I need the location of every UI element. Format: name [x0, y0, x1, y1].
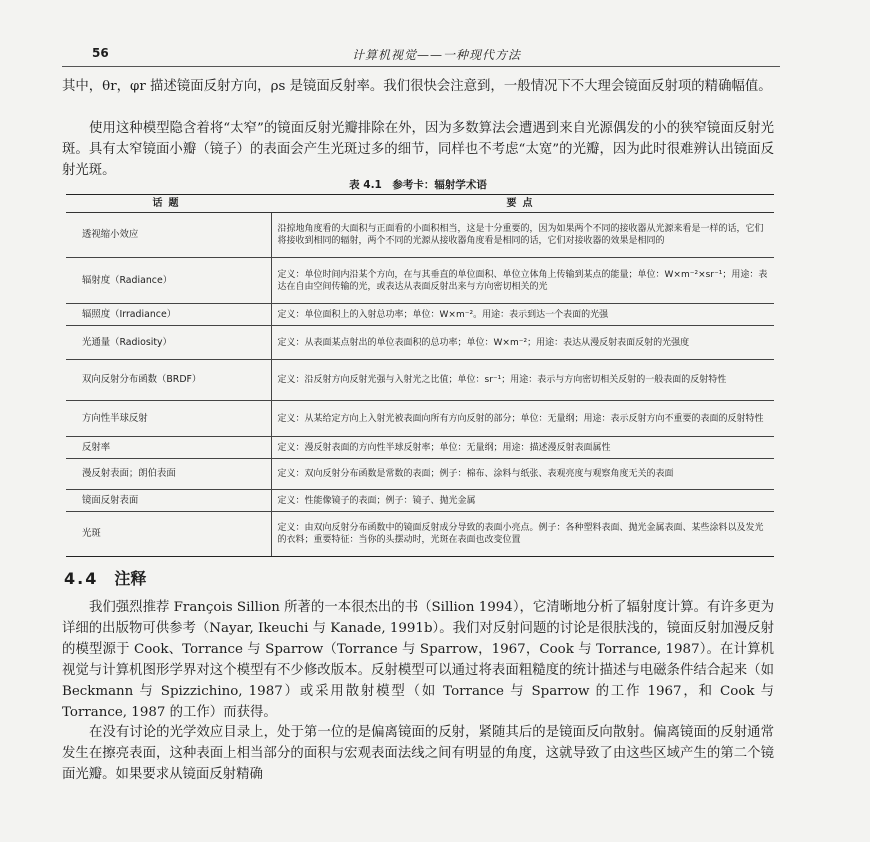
table-cell-points: 定义：单位面积上的入射总功率；单位：W×m⁻²。用途：表示到达一个表面的光强: [271, 304, 774, 326]
table-row: [66, 304, 774, 326]
table-header-points: 要点: [271, 195, 774, 213]
table-cell-topic: 辐射度（Radiance）: [66, 258, 271, 304]
table-cell-points: 定义：单位时间内沿某个方向，在与其垂直的单位面积、单位立体角上传输到某点的能量；单位：W×m⁻²×sr⁻¹；用途：表达在自由空间传输的光，或表达从表面反射出来与方向密切相关的光: [271, 258, 774, 304]
table-cell-topic: 反射率: [66, 437, 271, 459]
table-cell-topic: 镜面反射表面: [66, 490, 271, 512]
page-number: 56: [92, 46, 109, 60]
table-cell-topic: 双向反射分布函数（BRDF）: [66, 360, 271, 401]
table-row: [66, 258, 774, 304]
running-title: 计算机视觉——一种现代方法: [352, 48, 522, 62]
table-cell-points: 定义：由双向反射分布函数中的镜面反射成分导致的表面小亮点。例子：各种塑料表面、抛光金属表面、某些涂料以及发光的衣料；重要特征：当你的头摆动时，光斑在表面也改变位置: [271, 512, 774, 557]
table-cell-points: 定义：沿反射方向反射光强与入射光之比值；单位：sr⁻¹；用途：表示与方向密切相关反射的一般表面的反射特性: [271, 360, 774, 401]
table-cell-topic: 光斑: [66, 512, 271, 557]
table-cell-topic: 透视缩小效应: [66, 213, 271, 258]
table-cell-points: 定义：性能像镜子的表面；例子：镜子、抛光金属: [271, 490, 774, 512]
table-cell-topic: 辐照度（Irradiance）: [66, 304, 271, 326]
table-row: [66, 459, 774, 490]
table-cell-topic: 漫反射表面；朗伯表面: [66, 459, 271, 490]
table-row: [66, 512, 774, 557]
section-title: 注释: [114, 569, 147, 588]
notes-paragraph-2: 在没有讨论的光学效应目录上，处于第一位的是偏离镜面的反射，紧随其后的是镜面反向散射。偏离镜面的反射通常发生在擦亮表面，这种表面上相当部分的面积与宏观表面法线之间有明显的角度，这就导致了由这些区域产生的第二个镜面光瓣。如果要求从镜面反射精确: [62, 725, 774, 782]
table-cell-points: 定义：漫反射表面的方向性半球反射率；单位：无量纲；用途：描述漫反射表面属性: [271, 437, 774, 459]
table-cell-points: 定义：从某给定方向上入射光被表面向所有方向反射的部分；单位：无量纲；用途：表示反射方向不重要的表面的反射特性: [271, 401, 774, 437]
table-caption: 表 4.1 参考卡：辐射学术语: [349, 179, 487, 191]
table-cell-points: 定义：双向反射分布函数是常数的表面；例子：棉布、涂料与纸张、表观亮度与观察角度无关的表面: [271, 459, 774, 490]
section-number: 4.4: [64, 569, 99, 588]
radiometry-reference-table: [66, 194, 774, 557]
table-row: [66, 437, 774, 459]
table-cell-topic: 方向性半球反射: [66, 401, 271, 437]
section-heading: [64, 566, 146, 589]
table-row: [66, 360, 774, 401]
table-row: [66, 213, 774, 258]
table-row: [66, 401, 774, 437]
notes-paragraph-1: 我们强烈推荐 François Sillion 所著的一本很杰出的书（Sillion 1994），它清晰地分析了辐射度计算。有许多更为详细的出版物可供参考（Nayar, Ikeuchi 与 Kanade, 1991b）。我们对反射问题的讨论是很肤浅的，镜面反射加漫反射的模型源于 Cook、Torrance 与 Sparrow（Torrance 与 Sparrow，1967，Cook 与 Torrance, 1987）。在计算机视觉与计算机图形学界对这个模型有不少修改版本。反射模型可以通过将表面粗糙度的统计描述与电磁条件结合起来（如 Beckmann 与 Spizzichino, 1987）或采用散射模型（如 Torrance 与 Sparrow 的工作 1967，和 Cook 与 Torrance, 1987 的工作）而获得。: [62, 600, 774, 720]
table-cell-points: 定义：从表面某点射出的单位表面积的总功率；单位：W×m⁻²；用途：表达从漫反射表面反射的光强度: [271, 326, 774, 360]
intro-paragraph-2: 使用这种模型隐含着将“太窄”的镜面反射光瓣排除在外，因为多数算法会遭遇到来自光源偶发的小的狭窄镜面反射光斑。具有太窄镜面小瓣（镜子）的表面会产生光斑过多的细节，同样也不考虑“太宽”的光瓣，因为此时很难辨认出镜面反射光斑。: [62, 121, 774, 178]
table-row: [66, 490, 774, 512]
table-cell-topic: 光通量（Radiosity）: [66, 326, 271, 360]
intro-paragraph-1: 其中，θr，φr 描述镜面反射方向，ρs 是镜面反射率。我们很快会注意到，一般情况下不大理会镜面反射项的精确幅值。: [62, 79, 772, 94]
table-cell-points: 沿掠地角度看的大面积与正面看的小面积相当，这是十分重要的，因为如果两个不同的接收器从光源来看是一样的话，它们将接收到相同的辐射，两个不同的光源从接收器角度看是相同的话，它们对接收器的效果是相同的: [271, 213, 774, 258]
table-row: [66, 326, 774, 360]
table-header-topic: 话题: [66, 195, 271, 213]
page-header: [62, 44, 780, 67]
